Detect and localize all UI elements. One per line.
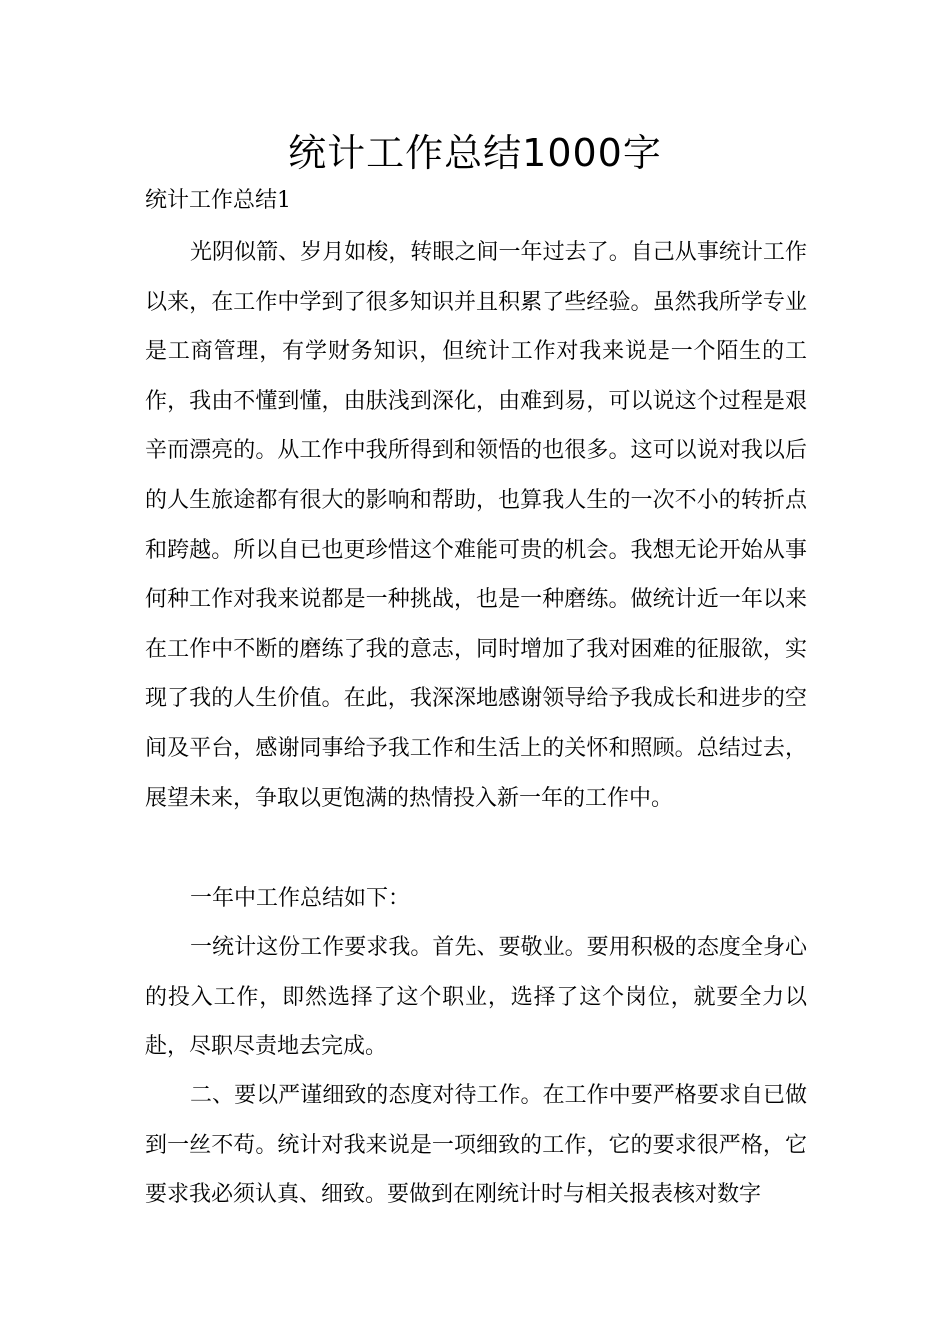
document-title: 统计工作总结1000字 — [288, 131, 662, 175]
body-paragraph-summary-lead: 一年中工作总结如下： — [190, 886, 411, 911]
body-paragraph-point-two: 二、要以严谨细致的态度对待工作。在工作中要严格要求自已做到一丝不苟。统计对我来说是一项细致的工作，它的要求很严格，它要求我必须认真、细致。要做到在刚统计时与相关报表核对数字 — [145, 1083, 807, 1208]
body-paragraph-intro: 光阴似箭、岁月如梭，转眼之间一年过去了。自己从事统计工作以来，在工作中学到了很多知识并且积累了些经验。虽然我所学专业是工商管理，有学财务知识，但统计工作对我来说是一个陌生的工作，我由不懂到懂，由肤浅到深化，由难到易，可以说这个过程是艰辛而漂亮的。从工作中我所得到和领悟的也很多。这可以说对我以后的人生旅途都有很大的影响和帮助，也算我人生的一次不小的转折点和跨越。所以自已也更珍惜这个难能可贵的机会。我想无论开始从事何种工作对我来说都是一种挑战，也是一种磨练。做统计近一年以来在工作中不断的磨练了我的意志，同时增加了我对困难的征服欲，实现了我的人生价值。在此，我深深地感谢领导给予我成长和进步的空间及平台，感谢同事给予我工作和生活上的关怀和照顾。总结过去，展望未来，争取以更饱满的热情投入新一年的工作中。 — [145, 240, 807, 811]
body-paragraph-point-one: 一统计这份工作要求我。首先、要敬业。要用积极的态度全身心的投入工作，即然选择了这个职业，选择了这个岗位，就要全力以赴，尽职尽责地去完成。 — [145, 935, 807, 1060]
section-heading: 统计工作总结1 — [145, 188, 291, 213]
